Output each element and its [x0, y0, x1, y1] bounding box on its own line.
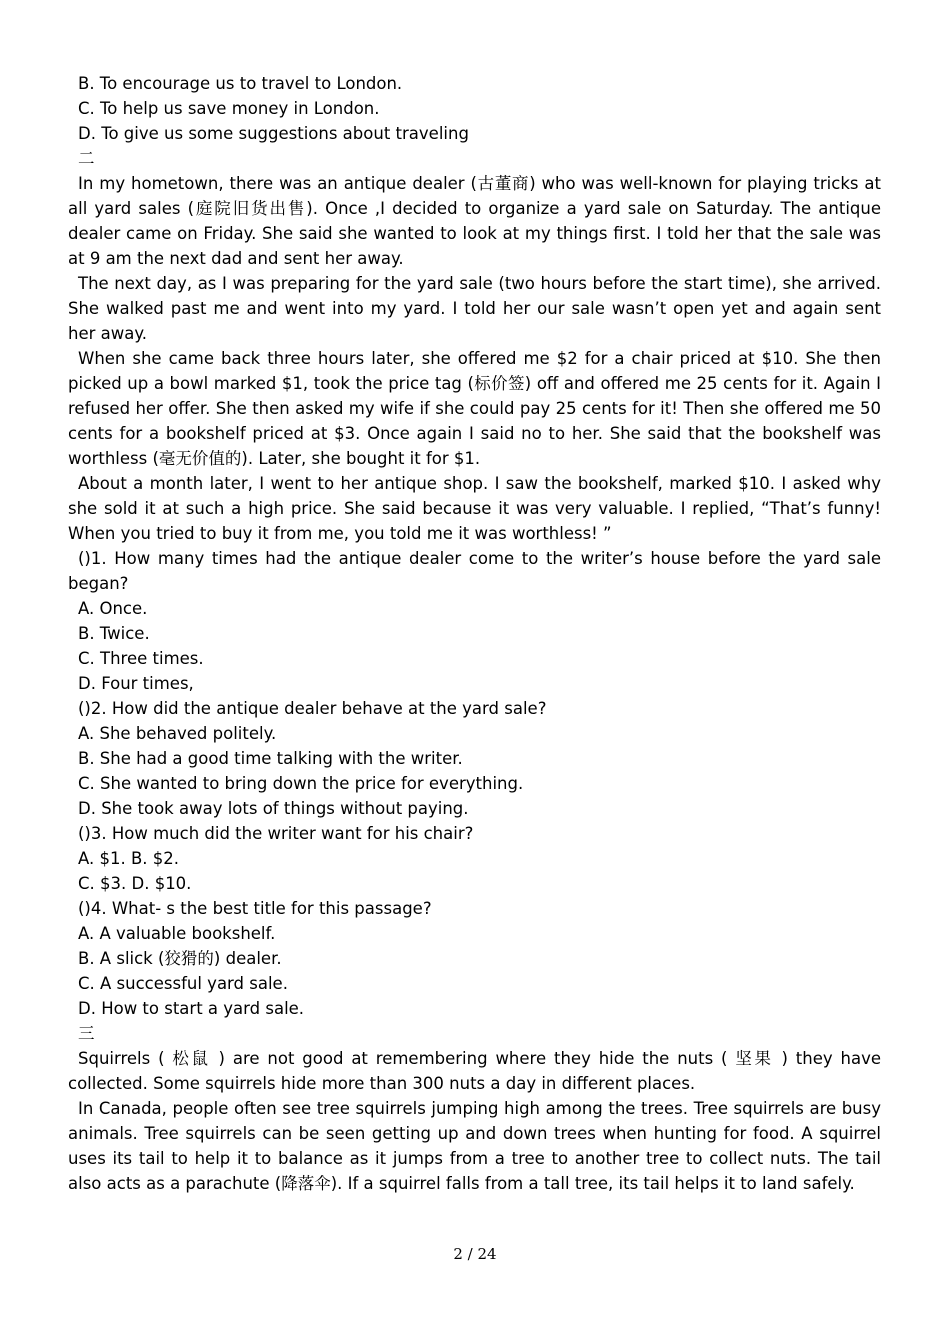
prev-option-b: B. To encourage us to travel to London.: [78, 74, 403, 93]
question-3-options-cd: C. $3. D. $10.: [78, 874, 192, 893]
prev-option-c: C. To help us save money in London.: [78, 99, 380, 118]
question-3-stem: ()3. How much did the writer want for his chair?: [78, 824, 474, 843]
question-1-option-c: C. Three times.: [78, 649, 204, 668]
page-number: 2 / 24: [453, 1245, 497, 1263]
section-3-marker: 三: [78, 1024, 95, 1043]
question-4-option-a: A. A valuable bookshelf.: [78, 924, 276, 943]
question-1-stem: ()1. How many times had the antique dealer come to the writer’s house before the yard sale began?: [68, 549, 881, 593]
question-4-option-b: B. A slick (狡猾的) dealer.: [78, 949, 282, 968]
question-2-option-b: B. She had a good time talking with the writer.: [78, 749, 463, 768]
section-2-marker: 二: [78, 149, 95, 168]
question-2-option-c: C. She wanted to bring down the price for everything.: [78, 774, 524, 793]
question-2-stem: ()2. How did the antique dealer behave at the yard sale?: [78, 699, 547, 718]
question-3-options-ab: A. $1. B. $2.: [78, 849, 180, 868]
question-4-stem: ()4. What- s the best title for this passage?: [78, 899, 432, 918]
section-3-paragraph-2: In Canada, people often see tree squirrels jumping high among the trees. Tree squirrels are busy animals. Tree squirrels can be seen getting up and down trees when hunting for food. A squirrel uses its tail to help it to balance as it jumps from a tree to another tree to collect nuts. The tail also acts as a parachute (降落伞). If a squirrel falls from a tall tree, its tail helps it to land safely.: [68, 1099, 881, 1193]
section-2-paragraph-2: The next day, as I was preparing for the yard sale (two hours before the start time), she arrived. She walked past me and went into my yard. I told her our sale wasn’t open yet and again sent her away.: [68, 274, 881, 343]
question-4-option-c: C. A successful yard sale.: [78, 974, 288, 993]
question-1-option-b: B. Twice.: [78, 624, 150, 643]
section-3-paragraph-1: Squirrels ( 松鼠 ) are not good at remembering where they hide the nuts ( 坚果 ) they have collected. Some squirrels hide more than 300 nuts a day in different places.: [68, 1049, 881, 1093]
page-content: [68, 71, 881, 1196]
prev-option-d: D. To give us some suggestions about traveling: [78, 124, 469, 143]
question-2-option-d: D. She took away lots of things without paying.: [78, 799, 469, 818]
question-4-option-d: D. How to start a yard sale.: [78, 999, 305, 1018]
question-1-option-d: D. Four times,: [78, 674, 194, 693]
question-1-option-a: A. Once.: [78, 599, 148, 618]
section-2-paragraph-3: When she came back three hours later, she offered me $2 for a chair priced at $10. She then picked up a bowl marked $1, took the price tag (标价签) off and offered me 25 cents for it. Again I refused her offer. She then asked my wife if she could pay 25 cents for it! Then she offered me 50 cents for a bookshelf priced at $3. Once again I said no to her. She said that the bookshelf was worthless (毫无价值的). Later, she bought it for $1.: [68, 349, 881, 468]
section-2-paragraph-1: In my hometown, there was an antique dealer (古董商) who was well-known for playing tricks at all yard sales (庭院旧货出售). Once ,I decided to organize a yard sale on Saturday. The antique dealer came on Friday. She said she wanted to look at my things first. I told her that the sale was at 9 am the next dad and sent her away.: [68, 174, 881, 268]
question-2-option-a: A. She behaved politely.: [78, 724, 277, 743]
section-2-paragraph-4: About a month later, I went to her antique shop. I saw the bookshelf, marked $10. I asked why she sold it at such a high price. She said because it was very valuable. I replied, “That’s funny! When you tried to buy it from me, you told me it was worthless! ”: [68, 474, 881, 543]
